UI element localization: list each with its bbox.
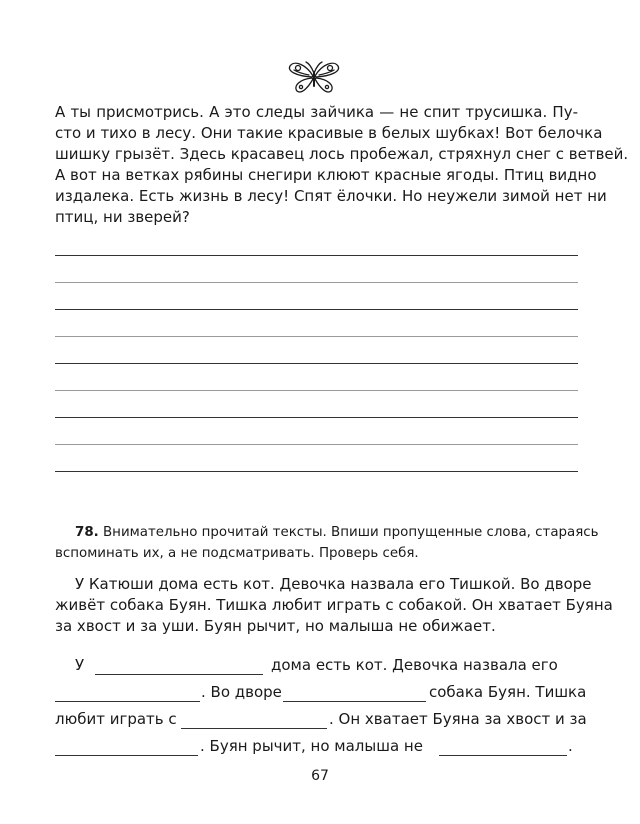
fill-row [55, 656, 578, 680]
writing-line[interactable] [55, 444, 578, 445]
answer-blank[interactable] [283, 701, 426, 702]
answer-blank[interactable] [55, 755, 198, 756]
source-line: У Катюши дома есть кот. Девочка назвала его Тишкой. Во дворе [75, 575, 592, 593]
instruction-line: вспоминать их, а не подсматривать. Проверь себя. [55, 546, 419, 561]
exercise-number: 78. [75, 525, 99, 540]
butterfly-icon [284, 56, 344, 96]
answer-blank[interactable] [95, 674, 263, 675]
fill-row [55, 737, 578, 761]
fill-text: . [568, 737, 573, 755]
writing-line[interactable] [55, 390, 578, 391]
writing-line[interactable] [55, 255, 578, 256]
fill-text: . Буян рычит, но малыша не [200, 737, 423, 755]
writing-line[interactable] [55, 336, 578, 337]
instruction-line: Внимательно прочитай тексты. Впиши пропущенные слова, стараясь [103, 525, 599, 540]
writing-line[interactable] [55, 309, 578, 310]
answer-blank[interactable] [439, 755, 567, 756]
source-line: за хвост и за уши. Буян рычит, но малыша не обижает. [55, 617, 496, 635]
reading-passage [55, 102, 629, 228]
fill-text: дома есть кот. Девочка назвала его [271, 656, 558, 674]
passage-line: птиц, ни зверей? [55, 208, 190, 226]
source-line: живёт собака Буян. Тишка любит играть с собакой. Он хватает Буяна [55, 596, 613, 614]
page-number: 67 [311, 768, 329, 784]
fill-text: любит играть с [55, 710, 177, 728]
passage-line: шишку грызёт. Здесь красавец лось пробежал, стряхнул снег с ветвей. [55, 145, 629, 163]
writing-line[interactable] [55, 471, 578, 472]
passage-line: издалека. Есть жизнь в лесу! Спят ёлочки. Но неужели зимой нет ни [55, 187, 607, 205]
fill-text: . Он хватает Буяна за хвост и за [329, 710, 587, 728]
fill-text: собака Буян. Тишка [429, 683, 587, 701]
fill-text: У [75, 656, 85, 674]
passage-line: А ты присмотрись. А это следы зайчика — не спит трусишка. Пу- [55, 103, 578, 121]
answer-blank[interactable] [55, 701, 200, 702]
answer-blank[interactable] [181, 728, 327, 729]
fill-row [55, 683, 587, 707]
passage-line: сто и тихо в лесу. Они такие красивые в белых шубках! Вот белочка [55, 124, 603, 142]
fill-row [55, 710, 587, 734]
writing-line[interactable] [55, 363, 578, 364]
source-text [55, 574, 613, 637]
exercise-instruction [55, 522, 599, 564]
writing-line[interactable] [55, 282, 578, 283]
fill-text: . Во дворе [201, 683, 282, 701]
passage-line: А вот на ветках рябины снегири клюют красные ягоды. Птиц видно [55, 166, 597, 184]
writing-line[interactable] [55, 417, 578, 418]
